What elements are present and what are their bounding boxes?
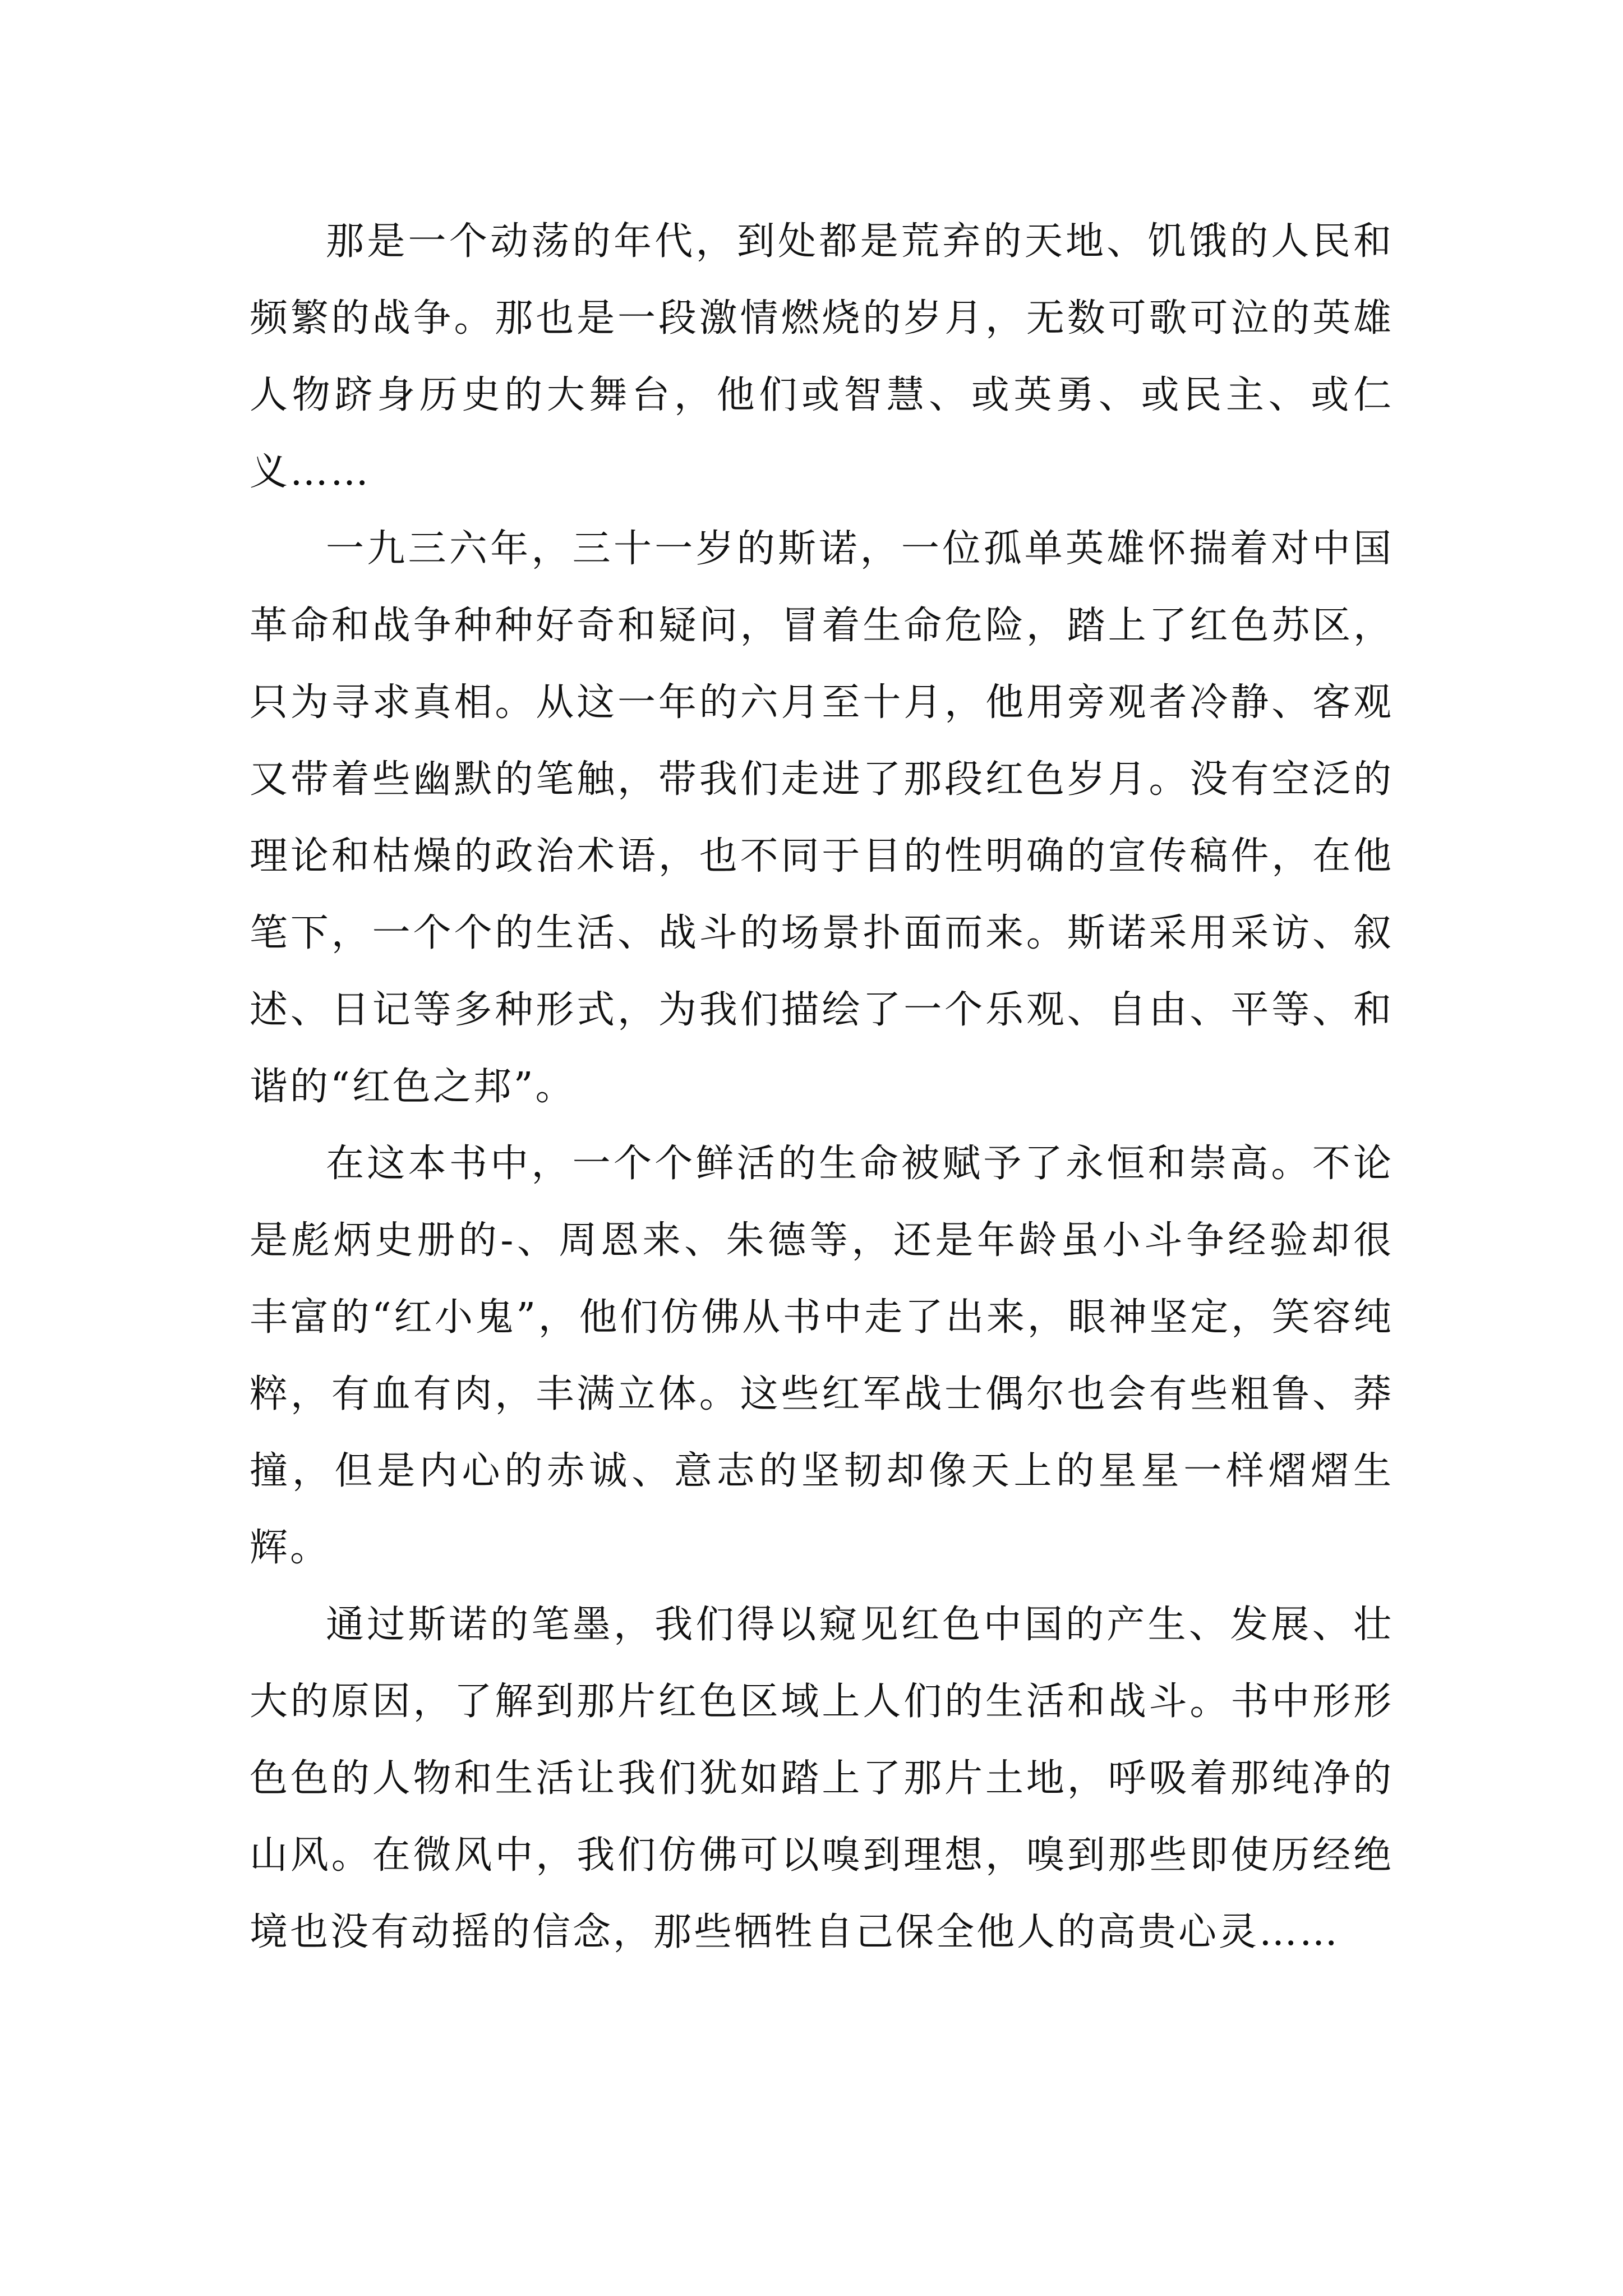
document-body: [250, 203, 1394, 1971]
paragraph-4: 通过斯诺的笔墨，我们得以窥见红色中国的产生、发展、壮大的原因，了解到那片红色区域上人们的生活和战斗。书中形形色色的人物和生活让我们犹如踏上了那片土地，呼吸着那纯净的山风。在微风中，我们仿佛可以嗅到理想，嗅到那些即使历经绝境也没有动摇的信念，那些牺牲自己保全他人的高贵心灵……: [250, 1603, 1394, 1954]
paragraph-2: 一九三六年，三十一岁的斯诺，一位孤单英雄怀揣着对中国革命和战争种种好奇和疑问，冒着生命危险，踏上了红色苏区，只为寻求真相。从这一年的六月至十月，他用旁观者冷静、客观又带着些幽默的笔触，带我们走进了那段红色岁月。没有空泛的理论和枯燥的政治术语，也不同于目的性明确的宣传稿件，在他笔下，一个个的生活、战斗的场景扑面而来。斯诺采用采访、叙述、日记等多种形式，为我们描绘了一个乐观、自由、平等、和谐的“红色之邦”。: [250, 527, 1394, 1109]
paragraph-1: 那是一个动荡的年代，到处都是荒弃的天地、饥饿的人民和频繁的战争。那也是一段激情燃烧的岁月，无数可歌可泣的英雄人物跻身历史的大舞台，他们或智慧、或英勇、或民主、或仁义……: [250, 219, 1394, 494]
paragraph-3: 在这本书中，一个个鲜活的生命被赋予了永恒和崇高。不论是彪炳史册的-、周恩来、朱德等，还是年龄虽小斗争经验却很丰富的“红小鬼”，他们仿佛从书中走了出来，眼神坚定，笑容纯粹，有血有肉，丰满立体。这些红军战士偶尔也会有些粗鲁、莽撞，但是内心的赤诚、意志的坚韧却像天上的星星一样熠熠生辉。: [250, 1142, 1394, 1570]
